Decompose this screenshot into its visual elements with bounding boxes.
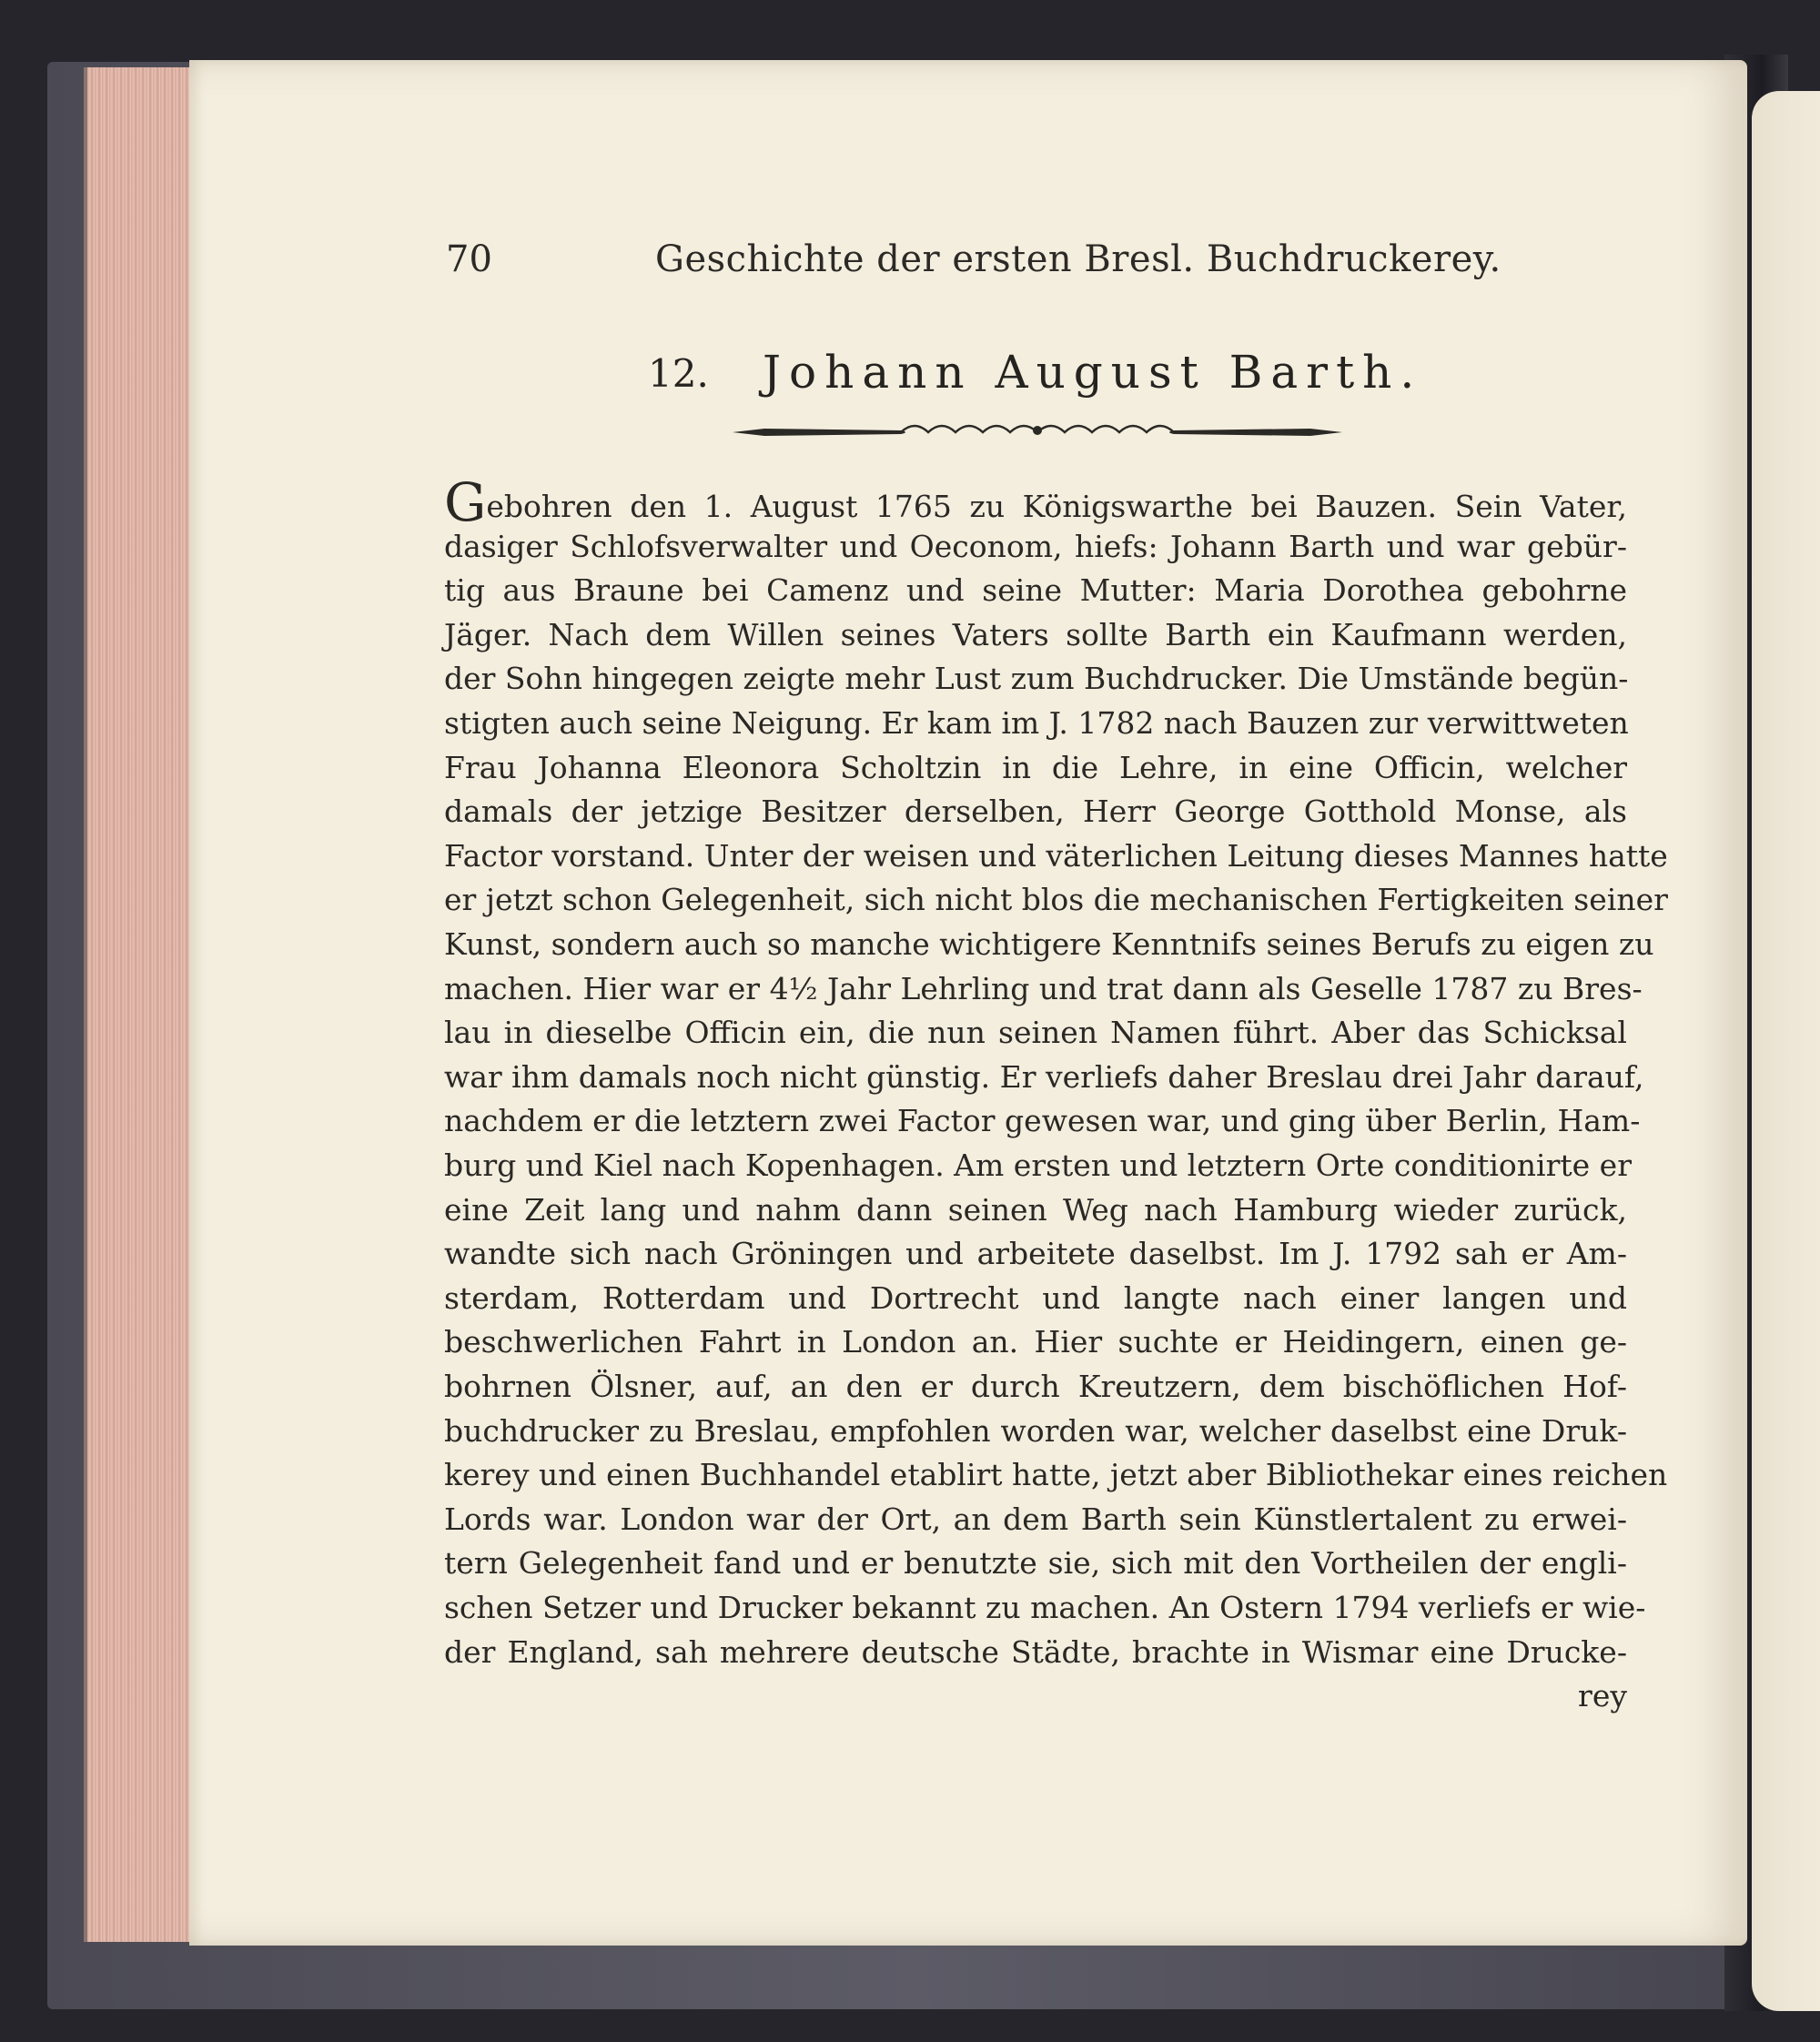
text-line: Factor vorstand. Unter der weisen und väterlichen Leitung dieses Mannes hatte <box>444 837 1668 874</box>
text-line: nachdem er die letztern zwei Factor gewesen war, und ging über Berlin, Ham- <box>444 1103 1641 1139</box>
page-number: 70 <box>446 238 492 280</box>
initial-letter: G <box>444 471 487 533</box>
text-line <box>444 471 1627 533</box>
text-line: burg und Kiel nach Kopenhagen. Am ersten und letztern Orte conditionirte er <box>444 1147 1632 1183</box>
page-header <box>446 238 1629 293</box>
text-line: stigten auch seine Neigung. Er kam im J. 1782 nach Bauzen zur verwittweten <box>444 705 1629 741</box>
text-line: der England, sah mehrere deutsche Städte, brachte in Wismar eine Drucke- <box>444 1633 1627 1670</box>
text-line: kerey und einen Buchhandel etablirt hatte, jetzt aber Bibliothekar eines reichen <box>444 1457 1668 1493</box>
text-line: war ihm damals noch nicht günstig. Er verliefs daher Breslau drei Jahr darauf, <box>444 1058 1644 1095</box>
chapter-heading <box>637 346 1456 409</box>
text-line: machen. Hier war er 4½ Jahr Lehrling und trat dann als Geselle 1787 zu Bres- <box>444 970 1643 1006</box>
text-line: tern Gelegenheit fand und er benutzte sie, sich mit den Vortheilen der engli- <box>444 1545 1627 1582</box>
text-line: Kunst, sondern auch so manche wichtigere Kenntnifs seines Berufs zu eigen zu <box>444 926 1654 962</box>
text-line: dasiger Schlofsverwalter und Oeconom, hiefs: Johann Barth und war gebür- <box>444 528 1627 564</box>
catchword: rey <box>1578 1678 1627 1714</box>
text-line: sterdam, Rotterdam und Dortrecht und langte nach einer langen und <box>444 1279 1627 1316</box>
text-line: wandte sich nach Gröningen und arbeitete daselbst. Im J. 1792 sah er Am- <box>444 1236 1627 1272</box>
page-edges <box>84 67 197 1942</box>
text-line: Frau Johanna Eleonora Scholtzin in die Lehre, in eine Officin, welcher <box>444 749 1627 785</box>
text-line: schen Setzer und Drucker bekannt zu machen. An Ostern 1794 verliefs er wie- <box>444 1590 1646 1625</box>
facing-page-edge <box>1752 91 1820 2011</box>
text-line: lau in dieselbe Officin ein, die nun seinen Namen führt. Aber das Schicksal <box>444 1015 1627 1051</box>
text-line: bohrnen Ölsner, auf, an den er durch Kreutzern, dem bischöflichen Hof- <box>444 1369 1627 1404</box>
running-head: Geschichte der ersten Bresl. Buchdruckerey. <box>655 238 1502 280</box>
text-line: buchdrucker zu Breslau, empfohlen worden war, welcher daselbst eine Druk- <box>444 1412 1627 1449</box>
text-line-content: ebohren den 1. August 1765 zu Königswarthe bei Bauzen. Sein Vater, <box>486 489 1627 524</box>
chapter-name: Johann August Barth. <box>763 346 1423 399</box>
text-line: tig aus Braune bei Camenz und seine Mutter: Maria Dorothea gebohrne <box>444 572 1627 609</box>
text-line: eine Zeit lang und nahm dann seinen Weg nach Hamburg wieder zurück, <box>444 1191 1627 1228</box>
text-line: der Sohn hingegen zeigte mehr Lust zum Buchdrucker. Die Umstände begün- <box>444 661 1629 697</box>
text-line: er jetzt schon Gelegenheit, sich nicht blos die mechanischen Fertigkeiten seiner <box>444 882 1668 918</box>
text-line: Jäger. Nach dem Willen seines Vaters sollte Barth ein Kaufmann werden, <box>444 616 1627 652</box>
text-line: beschwerlichen Fahrt in London an. Hier suchte er Heidingern, einen ge- <box>444 1324 1627 1360</box>
chapter-number: 12. <box>648 351 709 396</box>
text-line: Lords war. London war der Ort, an dem Barth sein Künstlertalent zu erwei- <box>444 1501 1627 1537</box>
ornament-rule-icon <box>728 417 1347 448</box>
text-line: damals der jetzige Besitzer derselben, Herr George Gotthold Monse, als <box>444 794 1627 830</box>
